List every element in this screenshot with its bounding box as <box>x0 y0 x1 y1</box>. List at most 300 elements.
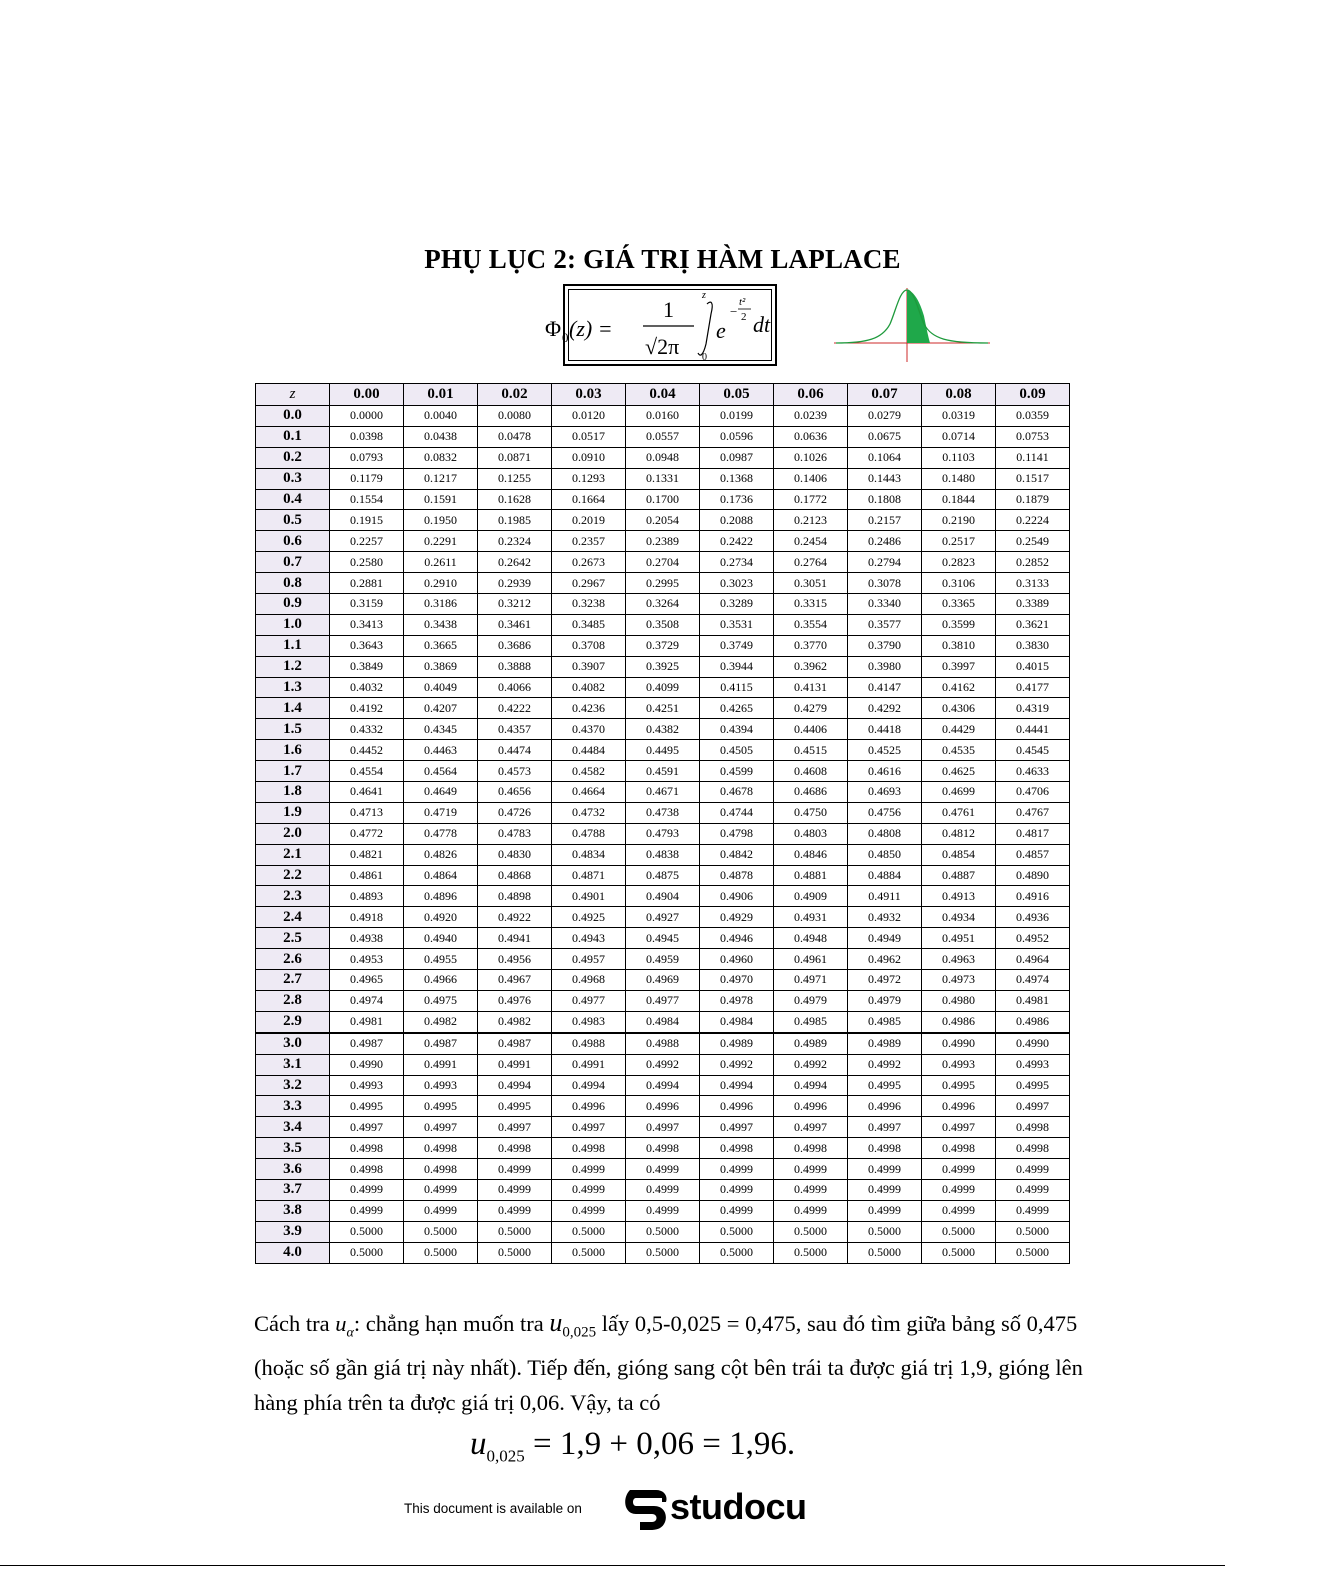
table-row <box>256 677 1070 698</box>
table-row <box>256 928 1070 949</box>
table-cell: 0.4960 <box>700 949 774 970</box>
table-cell: 0.4515 <box>774 740 848 761</box>
table-cell: 0.4936 <box>996 907 1070 928</box>
table-cell: 0.4965 <box>330 970 404 991</box>
table-cell: 0.1628 <box>478 489 552 510</box>
table-cell: 0.4925 <box>552 907 626 928</box>
table-cell: 0.4370 <box>552 719 626 740</box>
table-cell: 0.4429 <box>922 719 996 740</box>
table-cell: 0.4778 <box>404 823 478 844</box>
table-cell: 0.4995 <box>404 1096 478 1117</box>
row-header-z: 2.8 <box>256 990 330 1011</box>
table-cell: 0.0239 <box>774 406 848 427</box>
studocu-footer <box>404 1484 824 1532</box>
table-cell: 0.4998 <box>848 1138 922 1159</box>
table-cell: 0.5000 <box>478 1242 552 1263</box>
table-cell: 0.0871 <box>478 447 552 468</box>
table-cell: 0.4949 <box>848 928 922 949</box>
row-header-z: 3.5 <box>256 1138 330 1159</box>
table-row <box>256 614 1070 635</box>
table-cell: 0.4968 <box>552 970 626 991</box>
row-header-z: 3.7 <box>256 1179 330 1200</box>
table-cell: 0.4616 <box>848 761 922 782</box>
table-cell: 0.4992 <box>700 1054 774 1075</box>
table-cell: 0.4929 <box>700 907 774 928</box>
table-cell: 0.0080 <box>478 406 552 427</box>
table-cell: 0.0832 <box>404 447 478 468</box>
table-cell: 0.5000 <box>626 1221 700 1242</box>
table-row <box>256 1075 1070 1096</box>
table-cell: 0.2422 <box>700 531 774 552</box>
table-cell: 0.2454 <box>774 531 848 552</box>
table-cell: 0.2291 <box>404 531 478 552</box>
table-cell: 0.5000 <box>404 1221 478 1242</box>
table-cell: 0.0160 <box>626 406 700 427</box>
table-cell: 0.4999 <box>626 1179 700 1200</box>
column-header: 0.09 <box>996 384 1070 406</box>
row-header-z: 1.3 <box>256 677 330 698</box>
table-cell: 0.4783 <box>478 823 552 844</box>
table-cell: 0.4997 <box>996 1096 1070 1117</box>
formula-denominator: √2π <box>645 334 680 359</box>
table-cell: 0.4996 <box>700 1096 774 1117</box>
table-cell: 0.5000 <box>848 1242 922 1263</box>
table-cell: 0.4948 <box>774 928 848 949</box>
table-cell: 0.4967 <box>478 970 552 991</box>
table-cell: 0.4946 <box>700 928 774 949</box>
row-header-z: 1.9 <box>256 802 330 823</box>
table-cell: 0.4904 <box>626 886 700 907</box>
table-cell: 0.4998 <box>552 1138 626 1159</box>
table-cell: 0.4940 <box>404 928 478 949</box>
table-cell: 0.0279 <box>848 406 922 427</box>
table-cell: 0.5000 <box>922 1242 996 1263</box>
table-row <box>256 594 1070 615</box>
table-cell: 0.4909 <box>774 886 848 907</box>
table-cell: 0.4999 <box>700 1159 774 1180</box>
table-cell: 0.4927 <box>626 907 700 928</box>
table-cell: 0.5000 <box>774 1242 848 1263</box>
table-cell: 0.4999 <box>848 1179 922 1200</box>
table-cell: 0.4474 <box>478 740 552 761</box>
table-cell: 0.4962 <box>848 949 922 970</box>
instr-text-2: : chẳng hạn muốn tra <box>353 1311 550 1336</box>
row-header-z: 2.3 <box>256 886 330 907</box>
table-cell: 0.3212 <box>478 594 552 615</box>
table-cell: 0.4998 <box>404 1138 478 1159</box>
table-cell: 0.4441 <box>996 719 1070 740</box>
row-header-z: 1.5 <box>256 719 330 740</box>
table-row <box>256 426 1070 447</box>
studocu-brand[interactable]: studocu <box>670 1486 807 1527</box>
table-cell: 0.4656 <box>478 782 552 803</box>
table-cell: 0.4906 <box>700 886 774 907</box>
table-cell: 0.3577 <box>848 614 922 635</box>
table-cell: 0.4963 <box>922 949 996 970</box>
table-row <box>256 656 1070 677</box>
table-cell: 0.4788 <box>552 823 626 844</box>
table-cell: 0.5000 <box>626 1242 700 1263</box>
table-cell: 0.4999 <box>922 1179 996 1200</box>
table-row <box>256 1179 1070 1200</box>
table-cell: 0.4996 <box>922 1096 996 1117</box>
table-cell: 0.4999 <box>700 1179 774 1200</box>
formula-phi-sub: 0 <box>562 330 569 345</box>
table-row <box>256 698 1070 719</box>
table-cell: 0.2823 <box>922 552 996 573</box>
table-cell: 0.4955 <box>404 949 478 970</box>
table-cell: 0.2357 <box>552 531 626 552</box>
table-cell: 0.4591 <box>626 761 700 782</box>
table-cell: 0.4772 <box>330 823 404 844</box>
table-cell: 0.4999 <box>626 1200 700 1221</box>
table-cell: 0.4979 <box>774 990 848 1011</box>
table-cell: 0.4162 <box>922 677 996 698</box>
table-cell: 0.4995 <box>330 1096 404 1117</box>
table-cell: 0.3980 <box>848 656 922 677</box>
table-cell: 0.4495 <box>626 740 700 761</box>
table-cell: 0.1217 <box>404 468 478 489</box>
table-cell: 0.1255 <box>478 468 552 489</box>
table-cell: 0.2910 <box>404 573 478 594</box>
table-cell: 0.4994 <box>700 1075 774 1096</box>
row-header-z: 2.6 <box>256 949 330 970</box>
table-cell: 0.3485 <box>552 614 626 635</box>
row-header-z: 3.9 <box>256 1221 330 1242</box>
table-cell: 0.4999 <box>552 1200 626 1221</box>
result-equation <box>470 1426 795 1467</box>
table-cell: 0.4976 <box>478 990 552 1011</box>
table-cell: 0.4834 <box>552 844 626 865</box>
table-cell: 0.3729 <box>626 635 700 656</box>
table-cell: 0.4952 <box>996 928 1070 949</box>
table-cell: 0.3621 <box>996 614 1070 635</box>
table-cell: 0.4999 <box>478 1200 552 1221</box>
table-cell: 0.2324 <box>478 531 552 552</box>
table-cell: 0.4996 <box>774 1096 848 1117</box>
table-cell: 0.4850 <box>848 844 922 865</box>
table-cell: 0.4982 <box>404 1011 478 1032</box>
table-cell: 0.0948 <box>626 447 700 468</box>
table-cell: 0.4693 <box>848 782 922 803</box>
table-cell: 0.3289 <box>700 594 774 615</box>
table-cell: 0.4959 <box>626 949 700 970</box>
table-cell: 0.4987 <box>404 1033 478 1054</box>
table-cell: 0.4971 <box>774 970 848 991</box>
table-cell: 0.4994 <box>774 1075 848 1096</box>
u-alpha-symbol: $u_\alpha$ <box>335 1311 354 1341</box>
table-cell: 0.3315 <box>774 594 848 615</box>
table-cell: 0.1443 <box>848 468 922 489</box>
row-header-z: 2.7 <box>256 970 330 991</box>
table-row <box>256 531 1070 552</box>
table-cell: 0.5000 <box>700 1242 774 1263</box>
table-cell: 0.0478 <box>478 426 552 447</box>
table-cell: 0.4750 <box>774 802 848 823</box>
table-cell: 0.4999 <box>848 1200 922 1221</box>
table-cell: 0.4951 <box>922 928 996 949</box>
table-row <box>256 1011 1070 1032</box>
table-cell: 0.0199 <box>700 406 774 427</box>
table-cell: 0.4857 <box>996 844 1070 865</box>
formula-arg: (z) = <box>569 316 613 341</box>
table-row <box>256 1117 1070 1138</box>
table-cell: 0.3686 <box>478 635 552 656</box>
table-cell: 0.4991 <box>478 1054 552 1075</box>
table-cell: 0.3365 <box>922 594 996 615</box>
table-row <box>256 635 1070 656</box>
table-cell: 0.3078 <box>848 573 922 594</box>
table-cell: 0.4582 <box>552 761 626 782</box>
table-cell: 0.4913 <box>922 886 996 907</box>
table-cell: 0.1879 <box>996 489 1070 510</box>
table-cell: 0.4868 <box>478 865 552 886</box>
table-cell: 0.2734 <box>700 552 774 573</box>
table-cell: 0.0040 <box>404 406 478 427</box>
table-cell: 0.3106 <box>922 573 996 594</box>
table-cell: 0.0359 <box>996 406 1070 427</box>
table-cell: 0.4966 <box>404 970 478 991</box>
table-cell: 0.3461 <box>478 614 552 635</box>
table-cell: 0.4633 <box>996 761 1070 782</box>
formula-exp-den: 2 <box>741 311 747 323</box>
result-u: u <box>470 1426 487 1462</box>
table-cell: 0.4251 <box>626 698 700 719</box>
laplace-formula <box>545 284 777 366</box>
table-row <box>256 1159 1070 1180</box>
table-cell: 0.4985 <box>774 1011 848 1032</box>
table-cell: 0.2019 <box>552 510 626 531</box>
table-cell: 0.4995 <box>478 1096 552 1117</box>
table-cell: 0.0438 <box>404 426 478 447</box>
table-cell: 0.2224 <box>996 510 1070 531</box>
table-cell: 0.5000 <box>552 1221 626 1242</box>
table-cell: 0.4082 <box>552 677 626 698</box>
formula-upper-limit: z <box>702 290 706 301</box>
table-cell: 0.3554 <box>774 614 848 635</box>
table-cell: 0.4890 <box>996 865 1070 886</box>
table-cell: 0.2549 <box>996 531 1070 552</box>
row-header-z: 0.0 <box>256 406 330 427</box>
table-cell: 0.5000 <box>330 1221 404 1242</box>
table-cell: 0.4641 <box>330 782 404 803</box>
table-cell: 0.4871 <box>552 865 626 886</box>
table-cell: 0.4842 <box>700 844 774 865</box>
table-row <box>256 740 1070 761</box>
table-cell: 0.4957 <box>552 949 626 970</box>
table-cell: 0.4985 <box>848 1011 922 1032</box>
table-cell: 0.4131 <box>774 677 848 698</box>
table-cell: 0.4972 <box>848 970 922 991</box>
row-header-z: 1.4 <box>256 698 330 719</box>
table-row <box>256 552 1070 573</box>
table-cell: 0.4982 <box>478 1011 552 1032</box>
table-cell: 0.3508 <box>626 614 700 635</box>
table-cell: 0.4821 <box>330 844 404 865</box>
table-cell: 0.2389 <box>626 531 700 552</box>
row-header-z: 2.2 <box>256 865 330 886</box>
table-cell: 0.2642 <box>478 552 552 573</box>
table-cell: 0.0636 <box>774 426 848 447</box>
row-header-z: 3.1 <box>256 1054 330 1075</box>
table-cell: 0.4306 <box>922 698 996 719</box>
integral-sign <box>698 302 712 355</box>
table-cell: 0.4793 <box>626 823 700 844</box>
table-cell: 0.4974 <box>996 970 1070 991</box>
table-cell: 0.4987 <box>330 1033 404 1054</box>
table-cell: 0.4999 <box>996 1200 1070 1221</box>
table-cell: 0.4997 <box>330 1117 404 1138</box>
table-cell: 0.4999 <box>922 1159 996 1180</box>
table-cell: 0.4535 <box>922 740 996 761</box>
row-header-z: 2.9 <box>256 1011 330 1032</box>
table-cell: 0.4953 <box>330 949 404 970</box>
page-title: PHỤ LỤC 2: GIÁ TRỊ HÀM LAPLACE <box>424 244 901 274</box>
table-cell: 0.4573 <box>478 761 552 782</box>
table-cell: 0.4999 <box>478 1159 552 1180</box>
table-cell: 0.0793 <box>330 447 404 468</box>
table-cell: 0.2054 <box>626 510 700 531</box>
table-cell: 0.4974 <box>330 990 404 1011</box>
table-cell: 0.4999 <box>404 1179 478 1200</box>
shaded-area <box>907 290 930 343</box>
table-cell: 0.1141 <box>996 447 1070 468</box>
table-cell: 0.4932 <box>848 907 922 928</box>
table-cell: 0.4996 <box>626 1096 700 1117</box>
table-cell: 0.4961 <box>774 949 848 970</box>
table-cell: 0.4817 <box>996 823 1070 844</box>
studocu-logo-icon[interactable] <box>622 1484 672 1534</box>
table-cell: 0.5000 <box>996 1221 1070 1242</box>
table-cell: 0.4994 <box>478 1075 552 1096</box>
table-cell: 0.4998 <box>700 1138 774 1159</box>
table-cell: 0.4999 <box>626 1159 700 1180</box>
table-cell: 0.4997 <box>552 1117 626 1138</box>
table-cell: 0.3790 <box>848 635 922 656</box>
table-cell: 0.4999 <box>996 1179 1070 1200</box>
table-cell: 0.4969 <box>626 970 700 991</box>
table-cell: 0.4564 <box>404 761 478 782</box>
table-cell: 0.4943 <box>552 928 626 949</box>
formula-e: e <box>716 318 726 343</box>
formula-numerator: 1 <box>663 297 674 322</box>
table-cell: 0.4686 <box>774 782 848 803</box>
table-cell: 0.2881 <box>330 573 404 594</box>
table-cell: 0.4996 <box>848 1096 922 1117</box>
table-cell: 0.5000 <box>774 1221 848 1242</box>
table-cell: 0.1772 <box>774 489 848 510</box>
table-cell: 0.4798 <box>700 823 774 844</box>
table-cell: 0.5000 <box>700 1221 774 1242</box>
table-cell: 0.4992 <box>774 1054 848 1075</box>
table-cell: 0.4988 <box>552 1033 626 1054</box>
u-0025-symbol: $u_{0,025}$ <box>549 1308 597 1341</box>
table-row <box>256 823 1070 844</box>
normal-curve-figure <box>832 284 992 364</box>
table-cell: 0.4265 <box>700 698 774 719</box>
table-cell: 0.3962 <box>774 656 848 677</box>
table-cell: 0.3264 <box>626 594 700 615</box>
formula-lower-limit: 0 <box>702 352 707 363</box>
table-cell: 0.4744 <box>700 802 774 823</box>
table-cell: 0.4983 <box>552 1011 626 1032</box>
column-header: 0.06 <box>774 384 848 406</box>
table-cell: 0.4999 <box>922 1200 996 1221</box>
table-cell: 0.4706 <box>996 782 1070 803</box>
table-cell: 0.4999 <box>774 1200 848 1221</box>
table-cell: 0.4990 <box>996 1033 1070 1054</box>
table-cell: 0.1844 <box>922 489 996 510</box>
table-cell: 0.3238 <box>552 594 626 615</box>
table-cell: 0.0517 <box>552 426 626 447</box>
table-row <box>256 510 1070 531</box>
table-cell: 0.4292 <box>848 698 922 719</box>
table-row <box>256 447 1070 468</box>
table-cell: 0.4808 <box>848 823 922 844</box>
table-cell: 0.2190 <box>922 510 996 531</box>
table-row <box>256 761 1070 782</box>
table-cell: 0.4099 <box>626 677 700 698</box>
table-cell: 0.4599 <box>700 761 774 782</box>
table-cell: 0.4545 <box>996 740 1070 761</box>
header-z: z <box>256 384 330 406</box>
table-cell: 0.4998 <box>404 1159 478 1180</box>
table-cell: 0.2967 <box>552 573 626 594</box>
table-row <box>256 1096 1070 1117</box>
table-cell: 0.4812 <box>922 823 996 844</box>
table-cell: 0.4671 <box>626 782 700 803</box>
laplace-table <box>255 383 1070 1264</box>
table-cell: 0.4999 <box>478 1179 552 1200</box>
table-cell: 0.3907 <box>552 656 626 677</box>
table-cell: 0.3159 <box>330 594 404 615</box>
table-cell: 0.4418 <box>848 719 922 740</box>
table-cell: 0.1808 <box>848 489 922 510</box>
table-cell: 0.3438 <box>404 614 478 635</box>
table-cell: 0.4898 <box>478 886 552 907</box>
row-header-z: 2.0 <box>256 823 330 844</box>
table-cell: 0.4999 <box>552 1179 626 1200</box>
table-cell: 0.4987 <box>478 1033 552 1054</box>
table-cell: 0.4207 <box>404 698 478 719</box>
table-cell: 0.4993 <box>996 1054 1070 1075</box>
table-cell: 0.2257 <box>330 531 404 552</box>
table-cell: 0.1554 <box>330 489 404 510</box>
table-row <box>256 802 1070 823</box>
table-cell: 0.4319 <box>996 698 1070 719</box>
table-cell: 0.4989 <box>700 1033 774 1054</box>
table-cell: 0.4981 <box>996 990 1070 1011</box>
table-cell: 0.1026 <box>774 447 848 468</box>
table-cell: 0.4192 <box>330 698 404 719</box>
table-cell: 0.2995 <box>626 573 700 594</box>
table-cell: 0.4625 <box>922 761 996 782</box>
table-cell: 0.0910 <box>552 447 626 468</box>
table-cell: 0.3051 <box>774 573 848 594</box>
formula-dt: dt <box>753 312 771 337</box>
table-cell: 0.0753 <box>996 426 1070 447</box>
table-cell: 0.3665 <box>404 635 478 656</box>
column-header: 0.02 <box>478 384 552 406</box>
table-cell: 0.4345 <box>404 719 478 740</box>
table-cell: 0.1406 <box>774 468 848 489</box>
table-cell: 0.4980 <box>922 990 996 1011</box>
row-header-z: 1.7 <box>256 761 330 782</box>
table-cell: 0.4332 <box>330 719 404 740</box>
table-cell: 0.5000 <box>922 1221 996 1242</box>
table-cell: 0.4177 <box>996 677 1070 698</box>
table-cell: 0.4761 <box>922 802 996 823</box>
